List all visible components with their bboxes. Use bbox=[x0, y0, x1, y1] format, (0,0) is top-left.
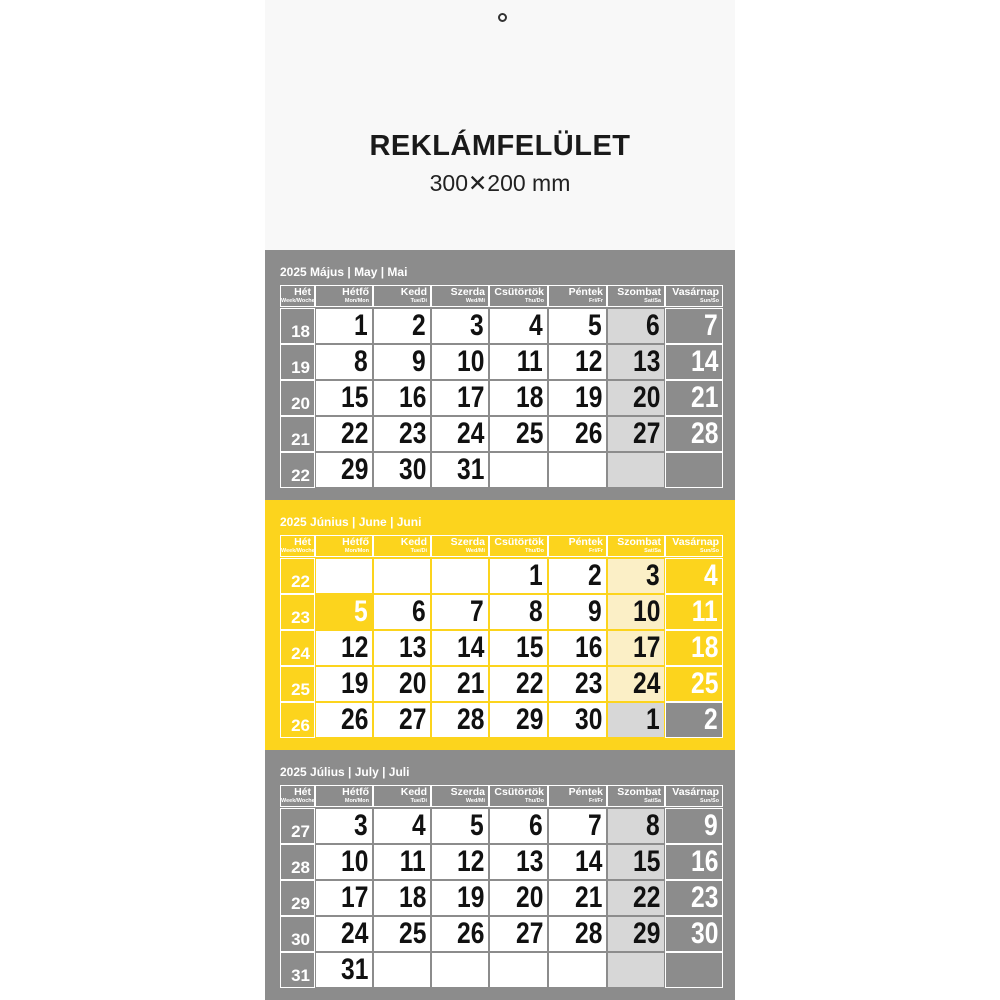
day-cell[interactable] bbox=[489, 308, 548, 344]
day-number: 1 bbox=[646, 703, 660, 736]
advert-size: 300✕200 mm bbox=[429, 170, 571, 196]
weekday-label: Szerda bbox=[450, 286, 485, 298]
weekday-label: Hétfő bbox=[342, 286, 369, 298]
day-cell[interactable] bbox=[431, 308, 489, 344]
day-cell[interactable] bbox=[431, 844, 489, 880]
day-cell[interactable] bbox=[607, 558, 665, 594]
day-number: 3 bbox=[470, 309, 484, 342]
day-cell[interactable] bbox=[373, 558, 431, 594]
day-cell[interactable] bbox=[665, 952, 723, 988]
weekday-header bbox=[489, 285, 548, 307]
day-number: 20 bbox=[632, 381, 660, 414]
day-number: 5 bbox=[354, 595, 368, 628]
day-cell[interactable] bbox=[489, 702, 548, 738]
day-cell[interactable] bbox=[489, 666, 548, 702]
day-number: 26 bbox=[340, 703, 368, 736]
weekday-sublabel: Week/Woche bbox=[281, 548, 315, 554]
day-number: 16 bbox=[398, 381, 426, 414]
day-cell[interactable] bbox=[373, 916, 431, 952]
day-number: 26 bbox=[456, 917, 484, 950]
day-number: 21 bbox=[690, 381, 718, 414]
weekday-label: Hétfő bbox=[342, 786, 369, 798]
day-cell[interactable] bbox=[548, 630, 607, 666]
day-cell[interactable] bbox=[315, 380, 373, 416]
day-number: 2 bbox=[412, 309, 426, 342]
day-cell[interactable] bbox=[431, 380, 489, 416]
day-cell[interactable] bbox=[373, 308, 431, 344]
day-number: 21 bbox=[574, 881, 602, 914]
day-cell[interactable] bbox=[489, 808, 548, 844]
day-number: 9 bbox=[412, 345, 426, 378]
weekday-sublabel: Sat/Sa bbox=[644, 798, 661, 804]
day-cell[interactable] bbox=[373, 666, 431, 702]
day-number: 14 bbox=[574, 845, 602, 878]
day-cell[interactable] bbox=[431, 558, 489, 594]
weekday-label: Péntek bbox=[568, 786, 603, 798]
weekday-label: Kedd bbox=[400, 786, 427, 798]
day-number: 10 bbox=[340, 845, 368, 878]
day-cell[interactable] bbox=[548, 666, 607, 702]
day-number: 15 bbox=[515, 631, 543, 664]
day-cell[interactable] bbox=[431, 630, 489, 666]
weekday-header bbox=[431, 535, 489, 557]
weekday-label: Péntek bbox=[568, 286, 603, 298]
day-cell[interactable] bbox=[665, 308, 723, 344]
day-cell[interactable] bbox=[315, 594, 373, 630]
day-cell[interactable] bbox=[315, 702, 373, 738]
day-number: 23 bbox=[690, 881, 718, 914]
month-title: 2025 Május | May | Mai bbox=[280, 265, 408, 279]
day-number: 31 bbox=[456, 453, 484, 486]
day-cell[interactable] bbox=[665, 594, 723, 630]
day-number: 23 bbox=[574, 667, 602, 700]
day-cell[interactable] bbox=[431, 880, 489, 916]
day-cell[interactable] bbox=[431, 452, 489, 488]
day-cell[interactable] bbox=[315, 916, 373, 952]
month-block bbox=[265, 500, 735, 750]
week-number: 21 bbox=[280, 416, 315, 452]
day-cell[interactable] bbox=[607, 380, 665, 416]
week-number: 28 bbox=[280, 844, 315, 880]
day-number: 3 bbox=[354, 809, 368, 842]
day-cell[interactable] bbox=[548, 880, 607, 916]
day-cell[interactable] bbox=[607, 880, 665, 916]
day-cell[interactable] bbox=[665, 380, 723, 416]
weekday-sublabel: Tue/Di bbox=[410, 548, 427, 554]
day-cell[interactable] bbox=[373, 594, 431, 630]
weekday-sublabel: Thu/Do bbox=[525, 298, 544, 304]
day-cell[interactable] bbox=[607, 416, 665, 452]
weekday-header bbox=[548, 285, 607, 307]
week-number: 18 bbox=[280, 308, 315, 344]
day-number: 30 bbox=[398, 453, 426, 486]
weekday-sublabel: Mon/Mon bbox=[344, 548, 369, 554]
day-number: 29 bbox=[515, 703, 543, 736]
day-number: 17 bbox=[340, 881, 368, 914]
week-number: 30 bbox=[280, 916, 315, 952]
day-cell[interactable] bbox=[607, 452, 665, 488]
weekday-sublabel: Tue/Di bbox=[410, 298, 427, 304]
day-number: 9 bbox=[588, 595, 602, 628]
day-cell[interactable] bbox=[607, 952, 665, 988]
day-number: 7 bbox=[704, 309, 718, 342]
day-number: 4 bbox=[412, 809, 426, 842]
weekday-label: Hét bbox=[294, 786, 311, 798]
day-cell[interactable] bbox=[373, 380, 431, 416]
day-number: 10 bbox=[632, 595, 660, 628]
weekday-sublabel: Sun/So bbox=[700, 298, 719, 304]
day-cell[interactable] bbox=[548, 380, 607, 416]
day-number: 2 bbox=[588, 559, 602, 592]
day-cell[interactable] bbox=[665, 666, 723, 702]
hanging-hole bbox=[498, 13, 507, 22]
day-cell[interactable] bbox=[431, 416, 489, 452]
day-cell[interactable] bbox=[665, 452, 723, 488]
day-cell[interactable] bbox=[607, 308, 665, 344]
day-cell[interactable] bbox=[373, 702, 431, 738]
weekday-sublabel: Sat/Sa bbox=[644, 298, 661, 304]
day-number: 29 bbox=[632, 917, 660, 950]
day-cell[interactable] bbox=[431, 916, 489, 952]
day-number: 5 bbox=[470, 809, 484, 842]
day-cell[interactable] bbox=[315, 666, 373, 702]
day-cell[interactable] bbox=[489, 630, 548, 666]
week-column-header bbox=[280, 535, 315, 557]
day-cell[interactable] bbox=[489, 880, 548, 916]
day-number: 1 bbox=[529, 559, 543, 592]
month-title: 2025 Július | July | Juli bbox=[280, 765, 410, 779]
day-cell[interactable] bbox=[489, 594, 548, 630]
week-column-header bbox=[280, 285, 315, 307]
weekday-label: Szerda bbox=[450, 536, 485, 548]
weekday-sublabel: Wed/Mi bbox=[465, 798, 485, 804]
day-cell[interactable] bbox=[489, 952, 548, 988]
day-number: 27 bbox=[515, 917, 543, 950]
day-number: 17 bbox=[632, 631, 660, 664]
day-number: 11 bbox=[691, 595, 718, 628]
day-number: 20 bbox=[515, 881, 543, 914]
weekday-label: Péntek bbox=[568, 536, 603, 548]
day-cell[interactable] bbox=[373, 844, 431, 880]
day-cell[interactable] bbox=[548, 952, 607, 988]
week-number: 22 bbox=[280, 452, 315, 488]
day-cell[interactable] bbox=[431, 808, 489, 844]
day-number: 21 bbox=[456, 667, 484, 700]
day-cell[interactable] bbox=[489, 916, 548, 952]
weekday-sublabel: Mon/Mon bbox=[344, 798, 369, 804]
day-number: 30 bbox=[574, 703, 602, 736]
day-number: 12 bbox=[574, 345, 602, 378]
day-cell[interactable] bbox=[315, 416, 373, 452]
weekday-label: Kedd bbox=[400, 536, 427, 548]
weekday-label: Kedd bbox=[400, 286, 427, 298]
day-number: 13 bbox=[515, 845, 543, 878]
day-cell[interactable] bbox=[665, 416, 723, 452]
day-number: 7 bbox=[588, 809, 602, 842]
weekday-label: Csütörtök bbox=[494, 286, 544, 298]
weekday-header bbox=[607, 285, 665, 307]
day-cell[interactable] bbox=[607, 666, 665, 702]
weekday-sublabel: Sat/Sa bbox=[644, 548, 661, 554]
day-number: 25 bbox=[690, 667, 718, 700]
weekday-header bbox=[315, 285, 373, 307]
day-cell[interactable] bbox=[607, 916, 665, 952]
day-number: 7 bbox=[470, 595, 484, 628]
weekday-label: Szombat bbox=[617, 786, 661, 798]
day-number: 5 bbox=[588, 309, 602, 342]
day-number: 6 bbox=[646, 309, 660, 342]
weekday-header bbox=[373, 285, 431, 307]
weekday-header bbox=[373, 785, 431, 807]
weekday-header bbox=[431, 285, 489, 307]
day-cell[interactable] bbox=[548, 594, 607, 630]
day-number: 25 bbox=[398, 917, 426, 950]
day-number: 11 bbox=[516, 345, 543, 378]
weekday-sublabel: Wed/Mi bbox=[465, 548, 485, 554]
weekday-header bbox=[431, 785, 489, 807]
day-number: 31 bbox=[340, 953, 368, 986]
day-cell[interactable] bbox=[548, 808, 607, 844]
day-number: 14 bbox=[456, 631, 484, 664]
day-cell[interactable] bbox=[607, 844, 665, 880]
day-number: 13 bbox=[398, 631, 426, 664]
day-cell[interactable] bbox=[373, 952, 431, 988]
day-number: 6 bbox=[529, 809, 543, 842]
day-cell[interactable] bbox=[607, 702, 665, 738]
month-block bbox=[265, 250, 735, 500]
day-cell[interactable] bbox=[489, 380, 548, 416]
day-number: 24 bbox=[632, 667, 660, 700]
day-number: 15 bbox=[632, 845, 660, 878]
weekday-sublabel: Sun/So bbox=[700, 798, 719, 804]
day-cell[interactable] bbox=[548, 344, 607, 380]
day-cell[interactable] bbox=[315, 952, 373, 988]
day-number: 3 bbox=[646, 559, 660, 592]
day-cell[interactable] bbox=[489, 844, 548, 880]
week-number: 24 bbox=[280, 630, 315, 666]
weekday-label: Csütörtök bbox=[494, 786, 544, 798]
week-number: 26 bbox=[280, 702, 315, 738]
weekday-label: Hét bbox=[294, 286, 311, 298]
day-cell[interactable] bbox=[315, 880, 373, 916]
weekday-header bbox=[548, 785, 607, 807]
day-number: 22 bbox=[632, 881, 660, 914]
day-cell[interactable] bbox=[489, 558, 548, 594]
weekday-label: Csütörtök bbox=[494, 536, 544, 548]
day-number: 24 bbox=[456, 417, 484, 450]
weekday-label: Szombat bbox=[617, 536, 661, 548]
day-cell[interactable] bbox=[431, 952, 489, 988]
day-cell[interactable] bbox=[373, 344, 431, 380]
day-number: 10 bbox=[456, 345, 484, 378]
weekday-header bbox=[373, 535, 431, 557]
day-cell[interactable] bbox=[548, 844, 607, 880]
day-number: 4 bbox=[704, 559, 718, 592]
weekday-sublabel: Thu/Do bbox=[525, 548, 544, 554]
day-number: 8 bbox=[646, 809, 660, 842]
day-cell[interactable] bbox=[315, 452, 373, 488]
day-number: 1 bbox=[354, 309, 368, 342]
weekday-label: Vasárnap bbox=[672, 786, 719, 798]
day-number: 22 bbox=[340, 417, 368, 450]
month-block bbox=[265, 750, 735, 1000]
day-number: 14 bbox=[690, 345, 718, 378]
day-number: 28 bbox=[574, 917, 602, 950]
day-number: 19 bbox=[574, 381, 602, 414]
day-cell[interactable] bbox=[607, 808, 665, 844]
day-cell[interactable] bbox=[548, 416, 607, 452]
week-number: 29 bbox=[280, 880, 315, 916]
day-number: 17 bbox=[456, 381, 484, 414]
day-number: 25 bbox=[515, 417, 543, 450]
day-cell[interactable] bbox=[431, 344, 489, 380]
day-cell[interactable] bbox=[373, 416, 431, 452]
day-number: 27 bbox=[632, 417, 660, 450]
day-number: 23 bbox=[398, 417, 426, 450]
day-cell[interactable] bbox=[373, 452, 431, 488]
day-number: 18 bbox=[515, 381, 543, 414]
day-cell[interactable] bbox=[315, 558, 373, 594]
day-cell[interactable] bbox=[548, 702, 607, 738]
day-cell[interactable] bbox=[665, 880, 723, 916]
advert-title: REKLÁMFELÜLET bbox=[369, 130, 631, 162]
day-cell[interactable] bbox=[665, 558, 723, 594]
weekday-sublabel: Sun/So bbox=[700, 548, 719, 554]
weekday-label: Vasárnap bbox=[672, 536, 719, 548]
day-cell[interactable] bbox=[315, 308, 373, 344]
day-cell[interactable] bbox=[315, 630, 373, 666]
day-cell[interactable] bbox=[431, 702, 489, 738]
day-number: 8 bbox=[529, 595, 543, 628]
day-number: 2 bbox=[704, 703, 718, 736]
day-number: 11 bbox=[399, 845, 426, 878]
day-number: 16 bbox=[574, 631, 602, 664]
day-number: 24 bbox=[340, 917, 368, 950]
day-cell[interactable] bbox=[665, 630, 723, 666]
weekday-header bbox=[607, 785, 665, 807]
day-number: 12 bbox=[340, 631, 368, 664]
weekday-label: Hétfő bbox=[342, 536, 369, 548]
weekday-sublabel: Tue/Di bbox=[410, 798, 427, 804]
weekday-header bbox=[548, 535, 607, 557]
day-number: 20 bbox=[398, 667, 426, 700]
day-number: 6 bbox=[412, 595, 426, 628]
day-number: 18 bbox=[690, 631, 718, 664]
weekday-header bbox=[607, 535, 665, 557]
day-number: 19 bbox=[456, 881, 484, 914]
day-number: 26 bbox=[574, 417, 602, 450]
weekday-header bbox=[315, 535, 373, 557]
day-cell[interactable] bbox=[373, 880, 431, 916]
weekday-sublabel: Fri/Fr bbox=[588, 548, 603, 554]
day-number: 18 bbox=[398, 881, 426, 914]
weekday-header bbox=[489, 785, 548, 807]
day-number: 9 bbox=[704, 809, 718, 842]
day-cell[interactable] bbox=[665, 702, 723, 738]
day-cell[interactable] bbox=[607, 594, 665, 630]
week-number: 23 bbox=[280, 594, 315, 630]
day-number: 4 bbox=[529, 309, 543, 342]
weekday-sublabel: Week/Woche bbox=[281, 798, 315, 804]
day-number: 13 bbox=[632, 345, 660, 378]
weekday-header bbox=[665, 535, 723, 557]
weekday-label: Szerda bbox=[450, 786, 485, 798]
day-number: 8 bbox=[354, 345, 368, 378]
week-number: 25 bbox=[280, 666, 315, 702]
day-cell[interactable] bbox=[607, 630, 665, 666]
day-cell[interactable] bbox=[373, 808, 431, 844]
day-number: 27 bbox=[398, 703, 426, 736]
day-cell[interactable] bbox=[665, 344, 723, 380]
day-cell[interactable] bbox=[665, 844, 723, 880]
day-number: 22 bbox=[515, 667, 543, 700]
weekday-header bbox=[665, 785, 723, 807]
day-cell[interactable] bbox=[607, 344, 665, 380]
day-number: 28 bbox=[690, 417, 718, 450]
day-cell[interactable] bbox=[548, 452, 607, 488]
weekday-header bbox=[665, 285, 723, 307]
day-cell[interactable] bbox=[315, 344, 373, 380]
day-cell[interactable] bbox=[431, 666, 489, 702]
day-number: 12 bbox=[456, 845, 484, 878]
day-cell[interactable] bbox=[548, 916, 607, 952]
day-cell[interactable] bbox=[665, 808, 723, 844]
day-cell[interactable] bbox=[548, 558, 607, 594]
day-number: 15 bbox=[340, 381, 368, 414]
day-number: 28 bbox=[456, 703, 484, 736]
week-column-header bbox=[280, 785, 315, 807]
day-number: 16 bbox=[690, 845, 718, 878]
weekday-sublabel: Fri/Fr bbox=[588, 798, 603, 804]
weekday-sublabel: Fri/Fr bbox=[588, 298, 603, 304]
weekday-label: Hét bbox=[294, 536, 311, 548]
weekday-header bbox=[489, 535, 548, 557]
weekday-label: Szombat bbox=[617, 286, 661, 298]
day-cell[interactable] bbox=[431, 594, 489, 630]
week-number: 19 bbox=[280, 344, 315, 380]
week-number: 22 bbox=[280, 558, 315, 594]
day-number: 29 bbox=[340, 453, 368, 486]
weekday-header bbox=[315, 785, 373, 807]
day-cell[interactable] bbox=[548, 308, 607, 344]
day-cell[interactable] bbox=[315, 808, 373, 844]
week-number: 20 bbox=[280, 380, 315, 416]
day-cell[interactable] bbox=[373, 630, 431, 666]
day-number: 30 bbox=[690, 917, 718, 950]
day-cell[interactable] bbox=[489, 416, 548, 452]
week-number: 27 bbox=[280, 808, 315, 844]
weekday-sublabel: Week/Woche bbox=[281, 298, 315, 304]
weekday-sublabel: Mon/Mon bbox=[344, 298, 369, 304]
week-number: 31 bbox=[280, 952, 315, 988]
month-title: 2025 Június | June | Juni bbox=[280, 515, 422, 529]
day-number: 19 bbox=[340, 667, 368, 700]
day-cell[interactable] bbox=[315, 844, 373, 880]
weekday-sublabel: Wed/Mi bbox=[465, 298, 485, 304]
weekday-label: Vasárnap bbox=[672, 286, 719, 298]
day-cell[interactable] bbox=[489, 344, 548, 380]
day-cell[interactable] bbox=[489, 452, 548, 488]
day-cell[interactable] bbox=[665, 916, 723, 952]
weekday-sublabel: Thu/Do bbox=[525, 798, 544, 804]
